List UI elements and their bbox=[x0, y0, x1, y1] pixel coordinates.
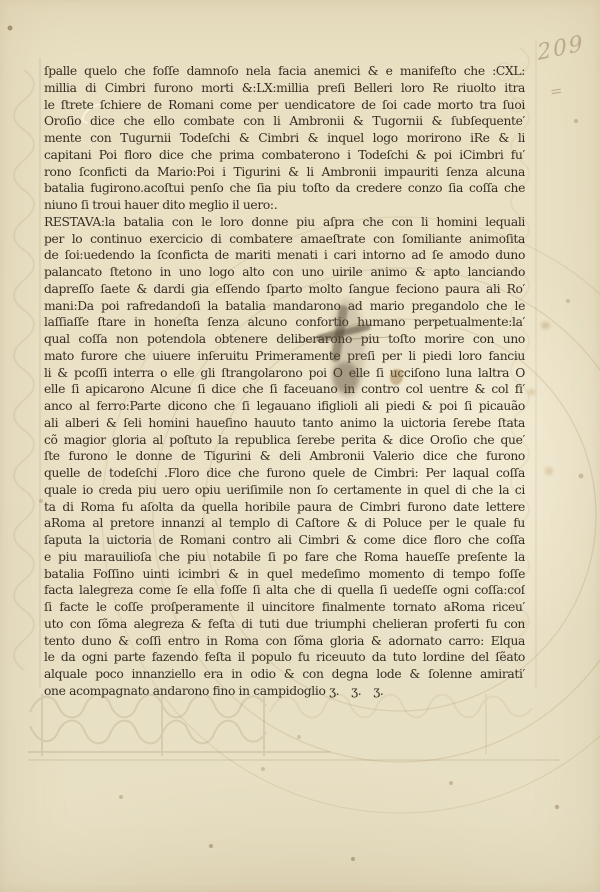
text-line: Oroſio dice che ello combate con li Ambronii & Tugornii & ſubſequente′ bbox=[44, 114, 525, 129]
text-line: e piu marauilioſa che piu notabile ſi po fare che Roma haueſſe preſente la bbox=[44, 549, 525, 564]
text-line: tento duno & coſſi entro in Roma con ſõma gloria & adornato carro: Elqua bbox=[44, 633, 525, 648]
handwritten-equals-mark: = bbox=[548, 81, 564, 101]
text-line: quelle de todeſchi .Floro dice che furono quele de Cimbri: Per laqual coſſa bbox=[44, 466, 525, 480]
foxing-spot bbox=[545, 467, 553, 475]
text-line: le ſtrete ſchiere de Romani come per uendicatore de ſoi cade morto tra ſuoi bbox=[44, 97, 525, 112]
text-line: mato furore che uiuere inſeruitu Primeramente preſi per li piedi loro fanciu bbox=[44, 348, 525, 363]
text-line: aRoma al pretore innanzi al templo di Caſtore & di Poluce per le quale fu bbox=[44, 516, 525, 531]
text-line: per lo continuo exercicio di combatere amaeſtrate con ſomiliante animoſita bbox=[44, 231, 525, 246]
text-line: niuno ſi troui hauer dito meglio il uero:. bbox=[44, 198, 278, 212]
text-line: ta di Roma fu aſolta da quella horibile paura de Cimbri furono date lettere bbox=[44, 499, 525, 514]
paper-specks bbox=[0, 0, 2, 2]
text-line: cõ magior gloria al poſtuto la republica ſerebe perita & dice Oroſio che que′ bbox=[44, 432, 525, 447]
text-line: mente con Tugurnii Todeſchi & Cimbri & inquel logo morirono iRe & li bbox=[44, 131, 525, 145]
text-line: de ſoi:uedendo la ſconficta de mariti menati i cari intorno ad ſe amodo duno bbox=[44, 248, 525, 263]
text-line: mani:Da poi rafredandoſi la batalia mandarono ad mario pregandolo che le bbox=[44, 298, 525, 313]
foxing-spot bbox=[528, 389, 535, 395]
text-line: ſi facte le coſſe proſperamente il uincitore finalmente tornato aRoma riceu′ bbox=[44, 600, 525, 614]
handwritten-page-number: 209 bbox=[536, 31, 586, 66]
text-line: ſpalle quelo che foſſe damnoſo nela facia anemici & e manifeſto che :CXL: bbox=[44, 64, 525, 78]
text-line: ſte furono le donne de Tigurini & deli Ambronii Valerio dice che furono bbox=[44, 449, 525, 464]
text-line: li & pcoſſi interra o elle gli ſtrangolarono poi O elle ſi ucciſono luna laltra O bbox=[44, 365, 525, 380]
text-line: batalia fugirono.acoſtui penſo che ſia piu toſto da credere conzo ſia coſſa che bbox=[44, 181, 525, 196]
text-line: batalia Foſſino uinti icimbri & in quel medeſimo momento di tempo foſſe bbox=[44, 566, 525, 581]
text-line: alquale poco innanziello era in odio & con degna lode & ſolenne amirati′ bbox=[44, 667, 525, 681]
text-line: RESTAVA:la batalia con le loro donne piu aſpra che con li homini lequali bbox=[44, 214, 525, 229]
text-line: quale io creda piu uero opiu ueriſimile non ſo certamente in quel di che la ci bbox=[44, 482, 525, 497]
text-line: uto con ſõma alegreza & feſta di tuti due triumphi chelieran proferti fu con bbox=[44, 616, 525, 631]
ghost-border-left bbox=[14, 58, 40, 688]
foxing-spot bbox=[541, 322, 550, 329]
text-line: facta lalegreza come ſe ella foſſe ſi alta che di quella ſi uedeſſe ogni coſſa:coſ bbox=[44, 583, 525, 598]
text-line: capitani Poi floro dice che prima combaterono i Todeſchi & poi iCimbri fu′ bbox=[44, 147, 525, 162]
text-line: ali alberi & ſeli homini haueſino hauuto tanto animo la uictoria ſerebe ſtata bbox=[44, 415, 525, 430]
text-line: dapreſſo ſaete & dardi gia eſſendo ſparto molto ſangue feciono paura ali Ro′ bbox=[44, 281, 525, 296]
text-line: anco al ferro:Parte dicono che ſi legauano ifiglioli ali piedi & poi ſi picauão bbox=[44, 399, 525, 413]
text-line: le da ogni parte fazendo feſta il populo fu riceuuto da tuto lordine del ſẽato bbox=[44, 650, 525, 665]
text-line: qual coſſa non potendola obtenere deliberarono piu toſto morire con uno bbox=[44, 332, 525, 346]
text-line: elle ſi apicarono Alcune ſi dice che ſi faceuano in contro col uentre & col fi′ bbox=[44, 382, 525, 397]
text-line: rono ſconficti da Mario:Poi i Tigurini & li Ambronii impauriti ſenza alcuna bbox=[44, 164, 525, 179]
text-line: palancato ſtetono in uno logo alto con uno uirile animo & apto lanciando bbox=[44, 265, 525, 279]
text-line: one acompagnato andarono fino in campidoglio ʒ. ʒ. ʒ. bbox=[44, 683, 384, 698]
text-line: millia di Cimbri furono morti &:LX:millia preſi Belleri loro Re riuolto itra bbox=[44, 80, 525, 95]
text-line: laſſiaſſe ſtare in honeſta ſenza alcuno confortio humano perpetualmente:la′ bbox=[44, 315, 525, 330]
text-line: ſaputa la uictoria de Romani contro ali Cimbri & come dice floro che coſſa bbox=[44, 533, 525, 547]
text-block bbox=[44, 63, 525, 705]
